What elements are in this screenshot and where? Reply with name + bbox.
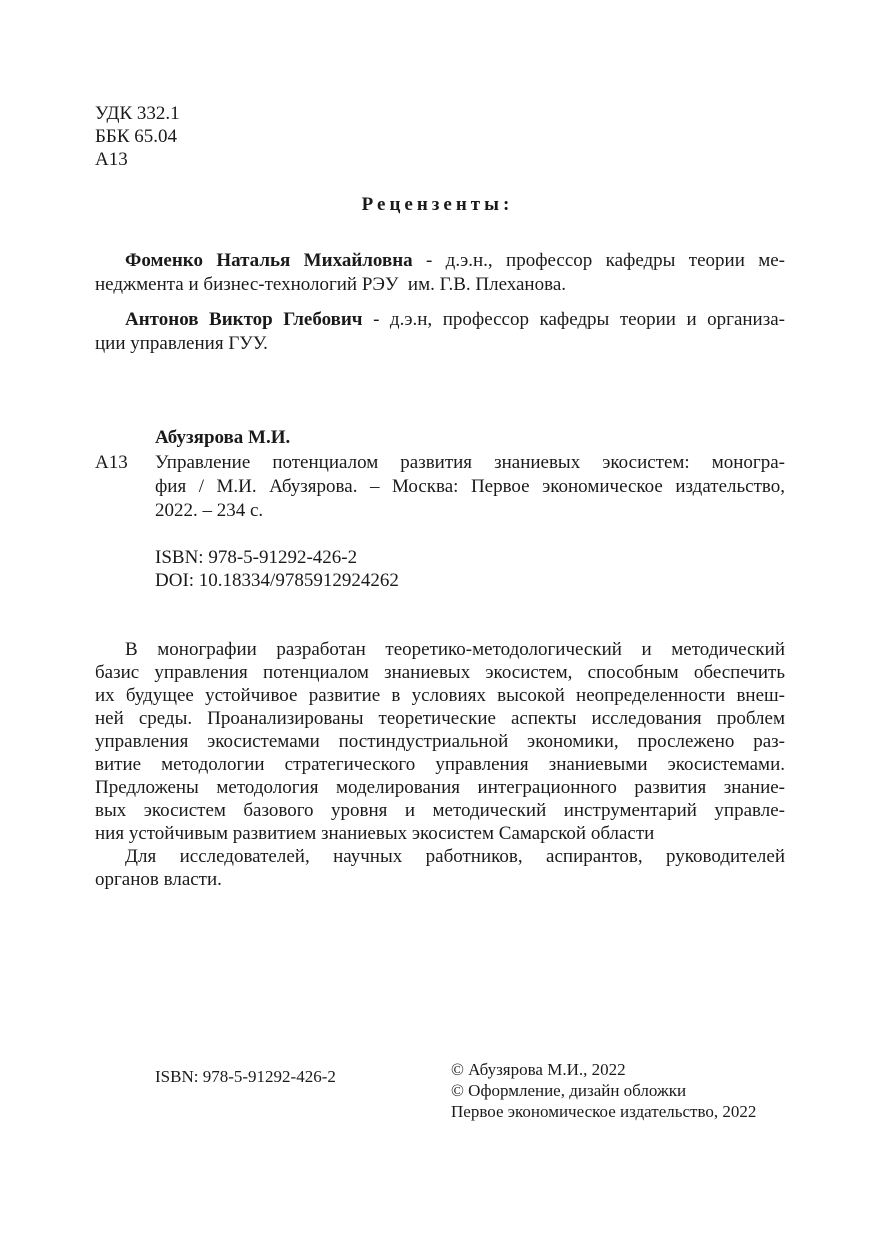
copyright-design: © Оформление, дизайн обложки bbox=[451, 1081, 687, 1100]
copyright-author: © Абузярова М.И., 2022 bbox=[451, 1060, 626, 1079]
abstract-line: Предложены методология моделирования интеграционного развития знание- bbox=[95, 777, 785, 798]
bibliographic-author: Абузярова М.И. bbox=[155, 427, 291, 448]
abstract-line: вых экосистем базового уровня и методический инструментарий управле- bbox=[95, 800, 785, 821]
abstract-line: управления экосистемами постиндустриальной экономики, прослежено раз- bbox=[95, 731, 785, 752]
bibliographic-line-1: Управление потенциалом развития знаниевых экосистем: моногра- bbox=[155, 452, 785, 473]
copyright-publisher: Первое экономическое издательство, 2022 bbox=[451, 1102, 757, 1121]
bibliographic-doi: DOI: 10.18334/9785912924262 bbox=[155, 570, 399, 591]
abstract-line: ней среды. Проанализированы теоретические аспекты исследования проблем bbox=[95, 708, 785, 729]
reviewer-2-name: Антонов Виктор Глебович bbox=[125, 309, 363, 330]
udk-code: УДК 332.1 bbox=[95, 103, 180, 124]
abstract-line: Для исследователей, научных работников, аспирантов, руководителей bbox=[125, 846, 785, 867]
bibliographic-isbn: ISBN: 978-5-91292-426-2 bbox=[155, 547, 358, 568]
reviewer-2-title: - д.э.н, профессор кафедры теории и организа- bbox=[362, 309, 785, 330]
reviewer-1-name: Фоменко Наталья Михайловна bbox=[125, 250, 413, 271]
bibliographic-line-3: 2022. – 234 с. bbox=[155, 500, 264, 521]
abstract-line: ния устойчивым развитием знаниевых экосистем Самарской области bbox=[95, 823, 655, 844]
abstract-line: органов власти. bbox=[95, 869, 222, 890]
reviewer-2-line1 bbox=[125, 308, 785, 331]
abstract-line: В монографии разработан теоретико-методологический и методический bbox=[125, 639, 785, 660]
reviewer-1-line1 bbox=[125, 249, 785, 272]
bibliographic-line-2: фия / М.И. Абузярова. – Москва: Первое экономическое издательство, bbox=[155, 476, 785, 497]
bibliographic-mark: А13 bbox=[95, 452, 128, 473]
abstract-line: витие методологии стратегического управления знаниевыми экосистемами. bbox=[95, 754, 785, 775]
abstract-line: базис управления потенциалом знаниевых экосистем, способным обеспечить bbox=[95, 662, 785, 683]
reviewer-1-line2: неджмента и бизнес-технологий РЭУ им. Г.В. Плеханова. bbox=[95, 274, 567, 295]
reviewer-1-title: - д.э.н., профессор кафедры теории ме- bbox=[412, 250, 785, 271]
footer-isbn: ISBN: 978-5-91292-426-2 bbox=[155, 1067, 336, 1086]
reviewer-2-line2: ции управления ГУУ. bbox=[95, 333, 268, 354]
abstract-line: их будущее устойчивое развитие в условиях высокой неопределенности внеш- bbox=[95, 685, 785, 706]
reviewers-heading: Рецензенты: bbox=[361, 194, 514, 215]
bbk-code: ББК 65.04 bbox=[95, 126, 177, 147]
author-mark-code: А13 bbox=[95, 149, 128, 170]
